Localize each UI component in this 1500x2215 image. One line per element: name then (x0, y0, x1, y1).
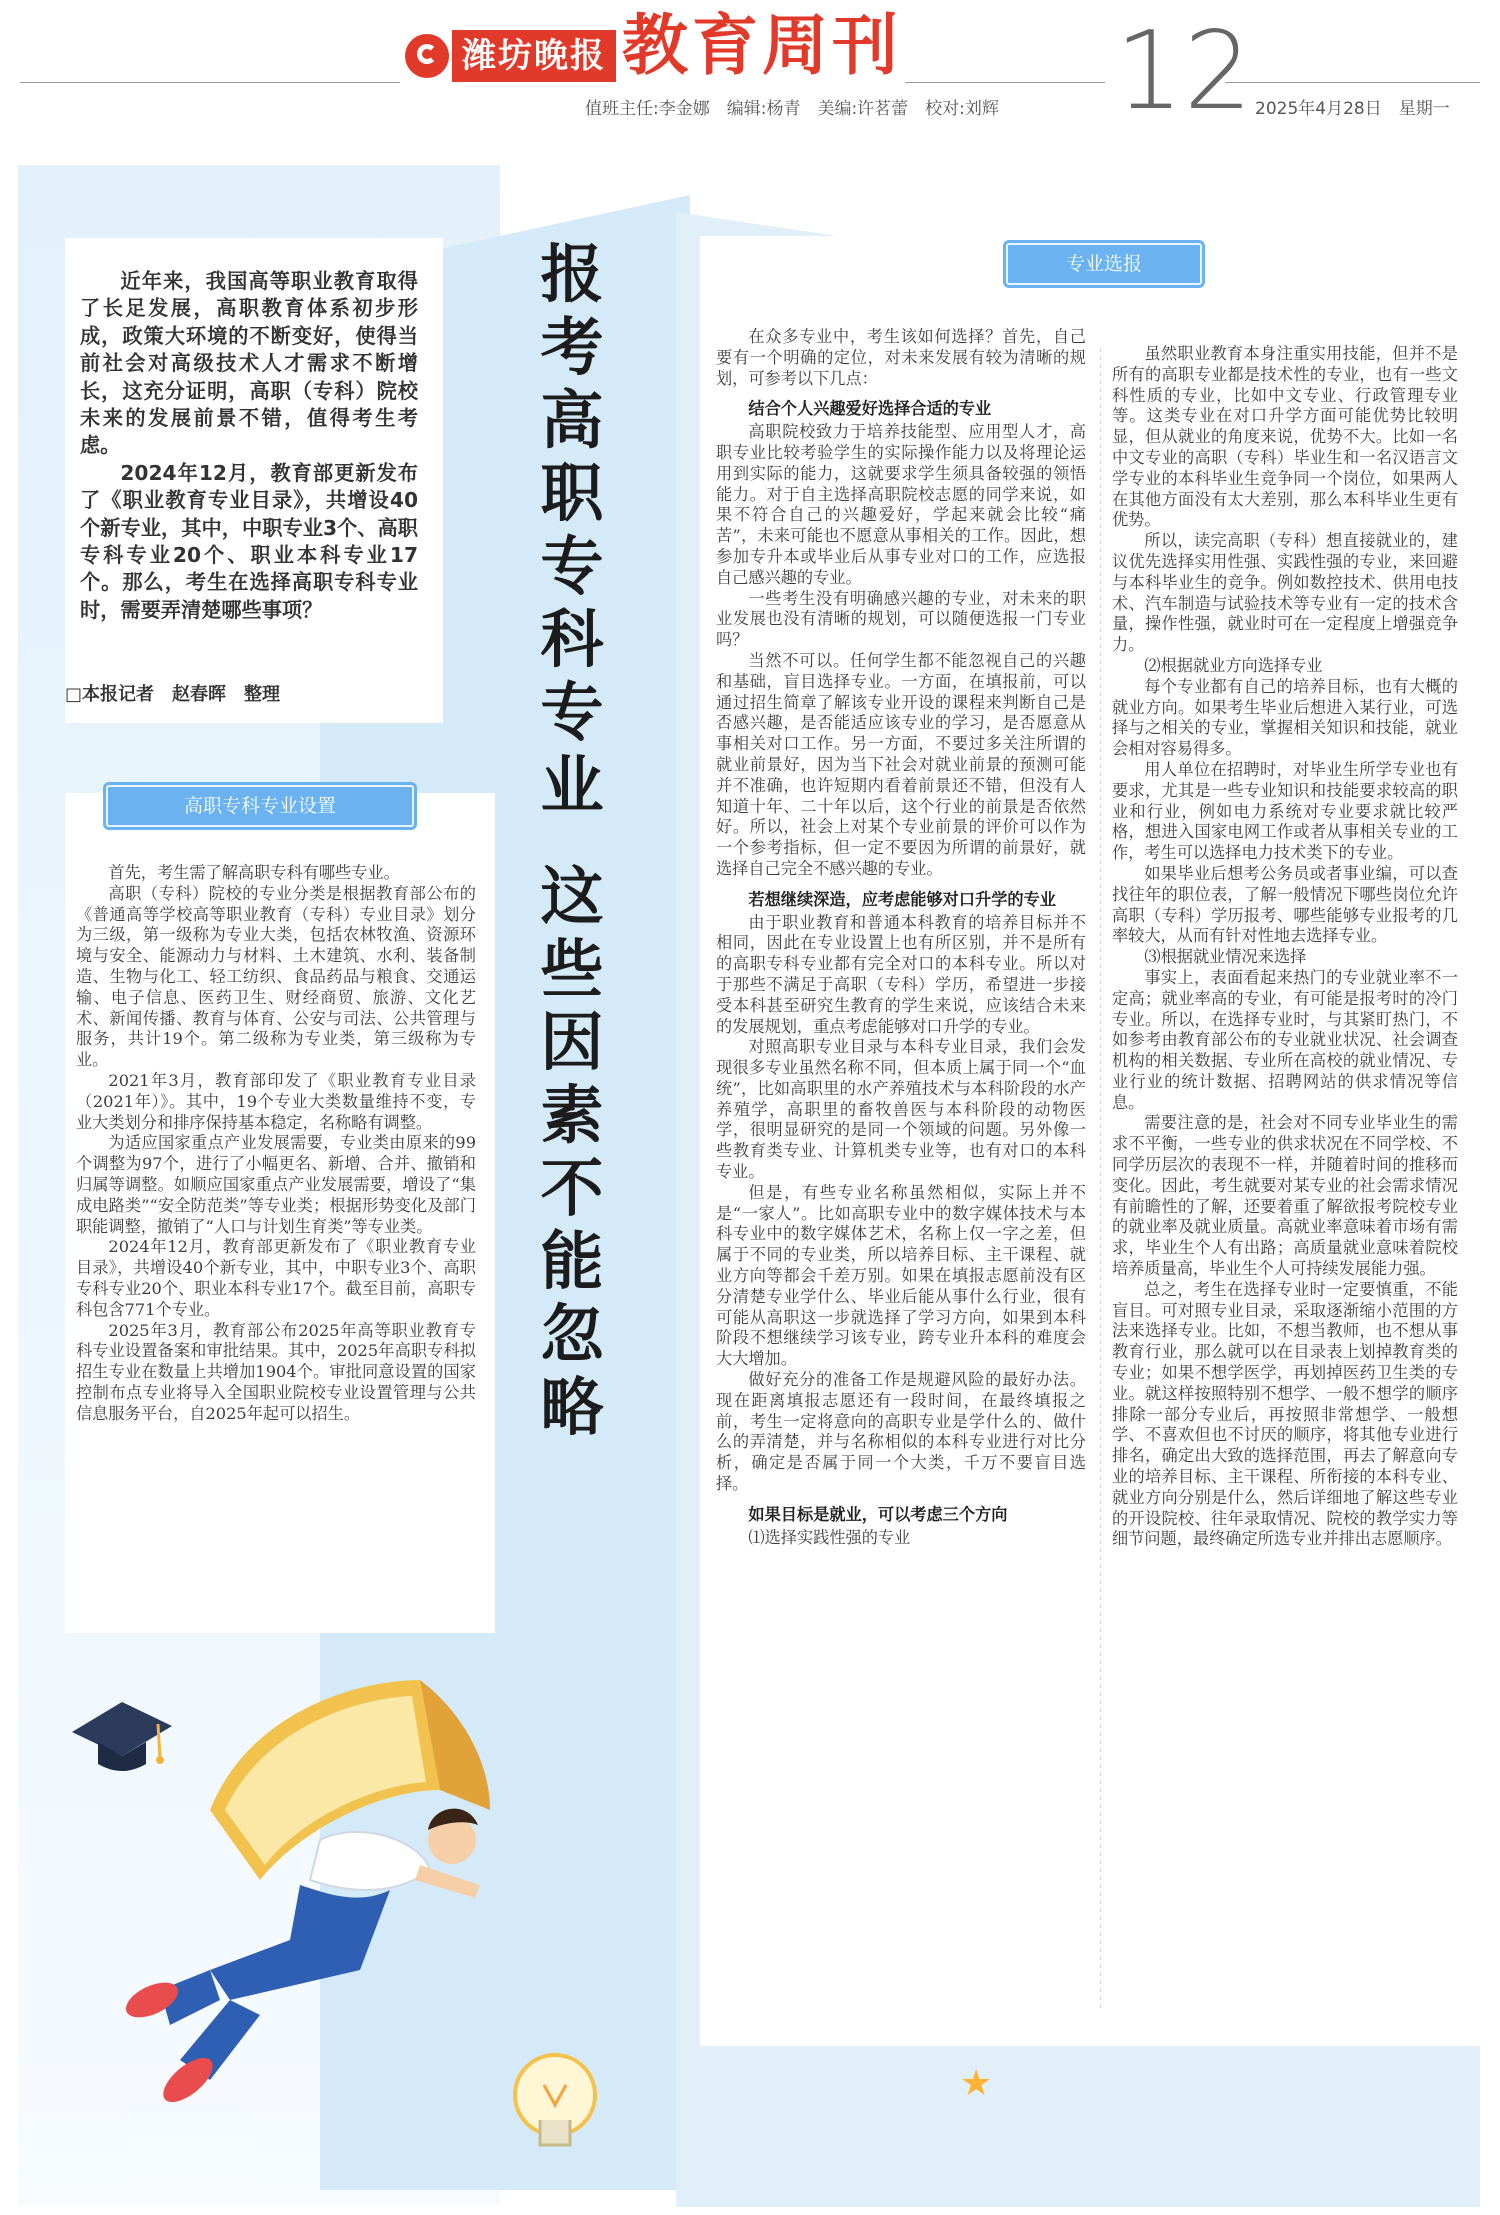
left-article-column (76, 863, 476, 1425)
issue-date: 2025年4月28日 星期一 (1255, 99, 1450, 119)
body-paragraph: 当然不可以。任何学生都不能忽视自己的兴趣和基础，盲目选择专业。一方面，在填报前，可以通过招生简章了解该专业开设的课程来判断自己是否感兴趣，是否能适应该专业的学习，是否愿意从事相关对口工作。另一方面，不要过多关注所谓的就业前景好，因为当下社会对就业前景的预测可能并不准确，也许短期内看着前景还不错，但没有人知道十年、二十年以后，这个行业的前景是否依然好。所以，社会上对某个专业前景的评价可以作为一个参考指标，但一定不要因为所谓的前景好，就选择自己完全不感兴趣的专业。 (716, 650, 1086, 878)
student-figure (121, 1809, 480, 2110)
masthead-rule-mid (905, 82, 1105, 83)
body-paragraph: 如果毕业后想考公务员或者事业编，可以查找往年的职位表，了解一般情况下哪些岗位允许高职（专科）学历报考、哪些能够专业报考的几率较大，从而有针对性地去选择专业。 (1112, 863, 1458, 946)
reporter-byline: □本报记者 赵春晖 整理 (65, 684, 281, 705)
body-paragraph: 由于职业教育和普通本科教育的培养目标并不相同，因此在专业设置上也有所区别，并不是所有的高职专科专业都有完全对口的本科专业。所以对于那些不满足于高职（专科）学历，希望进一步接受本科甚至研究生教育的学生来说，应该结合未来的发展规划，重点考虑能够对口升学的专业。 (716, 912, 1086, 1036)
right-article-column (1112, 344, 1458, 1550)
section-tag-major-setup: 高职专科专业设置 (106, 785, 414, 827)
headline-part-1: 报考高职专科专业 (540, 238, 604, 822)
body-paragraph: 在众多专业中，考生该如何选择？首先，自己要有一个明确的定位，对未来发展有较为清晰的规划，可参考以下几点： (716, 327, 1086, 388)
staff-credits: 值班主任:李金娜 编辑:杨青 美编:许茗蕾 校对:刘辉 (585, 99, 999, 119)
article-headline (532, 238, 612, 1444)
body-paragraph: 总之，考生在选择专业时一定要慎重，不能盲目。可对照专业目录，采取逐渐缩小范围的方法来选择专业。比如，不想当教师，也不想从事教育行业，那么就可以在目录表上划掉教育类的专业；如果不想学医学，再划掉医药卫生类的专业。就这样按照特别不想学、一般不想学的顺序排除一部分专业后，再按照非常想学、一般想学、不喜欢但也不讨厌的顺序，将其他专业进行排名，确定出大致的选择范围，再去了解意向专业的培养目标、主干课程、所衔接的本科专业、就业方向分别是什么，然后详细地了解这些专业的开设院校、往年录取情况、院校的教学实力等细节问题，最终确定所选专业并排出志愿顺序。 (1112, 1279, 1458, 1549)
light-bulb-icon (515, 2055, 595, 2145)
subheading: 结合个人兴趣爱好选择合适的专业 (748, 399, 992, 419)
section-title: 教育周刊 (622, 7, 902, 84)
headline-part-2: 这些因素不能忽略 (540, 860, 604, 1444)
newspaper-name: 潍坊晚报 (452, 30, 616, 82)
body-paragraph: 高职（专科）院校的专业分类是根据教育部公布的《普通高等学校高等职业教育（专科）专业目录》划分为三级，第一级称为专业大类，包括农林牧渔、资源环境与安全、能源动力与材料、土木建筑、水利、装备制造、生物与化工、轻工纺织、食品药品与粮食、交通运输、电子信息、医药卫生、财经商贸、旅游、文化艺术、新闻传播、教育与体育、公安与司法、公共管理与服务，共计19个。第二级称为专业类，第三级称为专业。 (76, 883, 476, 1070)
body-paragraph: 为适应国家重点产业发展需要，专业类由原来的99个调整为97个，进行了小幅更名、新增、合并、撤销和归属等调整。如顺应国家重点产业发展需要，增设了“集成电路类”“安全防范类”等专业类；根据形势变化及部门职能调整，撤销了“人口与计划生育类”等专业类。 (76, 1133, 476, 1236)
section-tag-major-selection: 专业选报 (1006, 243, 1202, 285)
flying-student-illustration (60, 1640, 680, 2200)
body-paragraph: 首先，考生需了解高职专科有哪些专业。 (108, 863, 400, 882)
body-paragraph: 每个专业都有自己的培养目标，也有大概的就业方向。如果考生毕业后想进入某行业，可选择与之相关的专业，掌握相关知识和技能，就业会相对容易得多。 (1112, 676, 1458, 759)
body-paragraph: 对照高职专业目录与本科专业目录，我们会发现很多专业虽然名称不同，但本质上属于同一个“血统”，比如高职里的水产养殖技术与本科阶段的水产养殖学，高职里的畜牧兽医与本科阶段的动物医学，很明显研究的是同一个领域的问题。另外像一些教育类专业、计算机类专业等，也有对口的本科专业。 (716, 1037, 1086, 1182)
star-icon: ★ (960, 2063, 993, 2104)
body-paragraph: 高职院校致力于培养技能型、应用型人才，高职专业比较考验学生的实际操作能力以及将理论运用到实际的能力，这就要求学生须具备较强的领悟能力。对于自主选择高职院校志愿的同学来说，如果不符合自己的兴趣爱好，学起来就会比较“痛苦”，未来可能也不愿意从事相关的工作。因此，想参加专升本或毕业后从事专业对口的工作，应选报自己感兴趣的专业。 (716, 422, 1086, 587)
body-paragraph: 所以，读完高职（专科）想直接就业的，建议优先选择实用性强、实践性强的专业，来回避与本科毕业生的竞争。例如数控技术、供用电技术、汽车制造与试验技术等专业有一定的技术含量，操作性强，就业时可在一定程度上增强竞争力。 (1112, 531, 1458, 655)
middle-article-column (716, 327, 1086, 1548)
body-paragraph: ⑵根据就业方向选择专业 (1144, 655, 1323, 675)
subheading: 如果目标是就业，可以考虑三个方向 (748, 1504, 1008, 1524)
body-paragraph: 做好充分的准备工作是规避风险的最好办法。现在距离填报志愿还有一段时间，在最终填报之前，考生一定将意向的高职专业是学什么的、做什么的弄清楚，并与名称相似的本科专业进行对比分析，确定是否属于同一个大类，千万不要盲目选择。 (716, 1370, 1086, 1494)
body-paragraph: 2021年3月，教育部印发了《职业教育专业目录（2021年）》。其中，19个专业大类数量维持不变，专业大类划分和排序保持基本稳定，名称略有调整。 (76, 1070, 476, 1132)
body-paragraph: 需要注意的是，社会对不同专业毕业生的需求不平衡，一些专业的供求状况在不同学校、不同学历层次的表现不一样，并随着时间的推移而变化。因此，考生就要对某专业的社会需求情况有前瞻性的了解，还要着重了解欲报考院校专业的就业率及就业质量。高就业率意味着市场有需求，毕业生个人有出路；高质量就业意味着院校培养质量高，毕业生个人可持续发展能力强。 (1112, 1113, 1458, 1279)
body-paragraph: 事实上，表面看起来热门的专业就业率不一定高；就业率高的专业，有可能是报考时的冷门专业。所以，在选择专业时，与其紧盯热门，不如参考由教育部公布的专业就业状况、社会调查机构的相关数据、专业所在高校的就业情况、专业行业的统计数据、招聘网站的供求情况等信息。 (1112, 967, 1458, 1112)
body-paragraph: ⑶根据就业情况来选择 (1144, 947, 1307, 967)
intro-paragraph: 近年来，我国高等职业教育取得了长足发展，高职教育体系初步形成，政策大环境的不断变好，使得当前社会对高级技术人才需求不断增长，这充分证明，高职（专科）院校未来的发展前景不错，值得考生考虑。 (80, 269, 418, 458)
body-paragraph: 虽然职业教育本身注重实用技能，但并不是所有的高职专业都是技术性的专业，也有一些文科性质的专业，比如中文专业、行政管理专业等。这类专业在对口升学方面可能优势比较明显，但从就业的角度来说，优势不大。比如一名中文专业的高职（专科）毕业生和一名汉语言文学专业的本科毕业生竞争同一个岗位，如果两人在其他方面没有太大差别，那么本科毕业生更有优势。 (1112, 344, 1458, 530)
masthead-rule-left (20, 82, 400, 83)
body-paragraph: 2025年3月，教育部公布2025年高等职业教育专科专业设置备案和审批结果。其中，2025年高职专科拟招生专业在数量上共增加1904个。审批同意设置的国家控制布点专业将导入全国职业院校专业设置管理与公共信息服务平台，自2025年起可以招生。 (76, 1320, 476, 1423)
column-divider (1100, 348, 1101, 2008)
masthead-rule-right (1225, 82, 1480, 83)
newspaper-logo-icon (405, 34, 449, 78)
body-paragraph: 2024年12月，教育部更新发布了《职业教育专业目录》，共增设40个新专业，其中，中职专业3个、高职专科专业20个、职业本科专业17个。截至目前，高职专科包含771个专业。 (76, 1237, 476, 1319)
body-paragraph: 但是，有些专业名称虽然相似，实际上并不是“一家人”。比如高职专业中的数字媒体技术与本科专业中的数字媒体艺术，名称上仅一字之差，但属于不同的专业类，所以培养目标、主干课程、就业方向等都会千差万别。如果在填报志愿前没有区分清楚专业学什么、毕业后能从事什么行业，很有可能从高职这一步就选择了学习方向，如果到本科阶段不想继续学习该专业，跨专业升本科的难度会大大增加。 (716, 1182, 1086, 1369)
body-paragraph: ⑴选择实践性强的专业 (748, 1527, 911, 1547)
page-number: 12 (1115, 9, 1253, 134)
graduation-cap-icon (72, 1702, 172, 1771)
intro-text (80, 268, 418, 624)
body-paragraph: 用人单位在招聘时，对毕业生所学专业也有要求，尤其是一些专业知识和技能要求较高的职业和行业，例如电力系统对专业要求就比较严格，想进入国家电网工作或者从事相关专业的工作，考生可以选择电力技术类下的专业。 (1112, 759, 1458, 863)
subheading: 若想继续深造，应考虑能够对口升学的专业 (748, 889, 1056, 909)
body-paragraph: 一些考生没有明确感兴趣的专业，对未来的职业发展也没有清晰的规划，可以随便选报一门专业吗？ (716, 588, 1086, 650)
intro-paragraph: 2024年12月，教育部更新发布了《职业教育专业目录》，共增设40个新专业，其中，中职专业3个、高职专科专业20个、职业本科专业17个。那么，考生在选择高职专科专业时，需要弄清楚哪些事项？ (80, 460, 418, 622)
